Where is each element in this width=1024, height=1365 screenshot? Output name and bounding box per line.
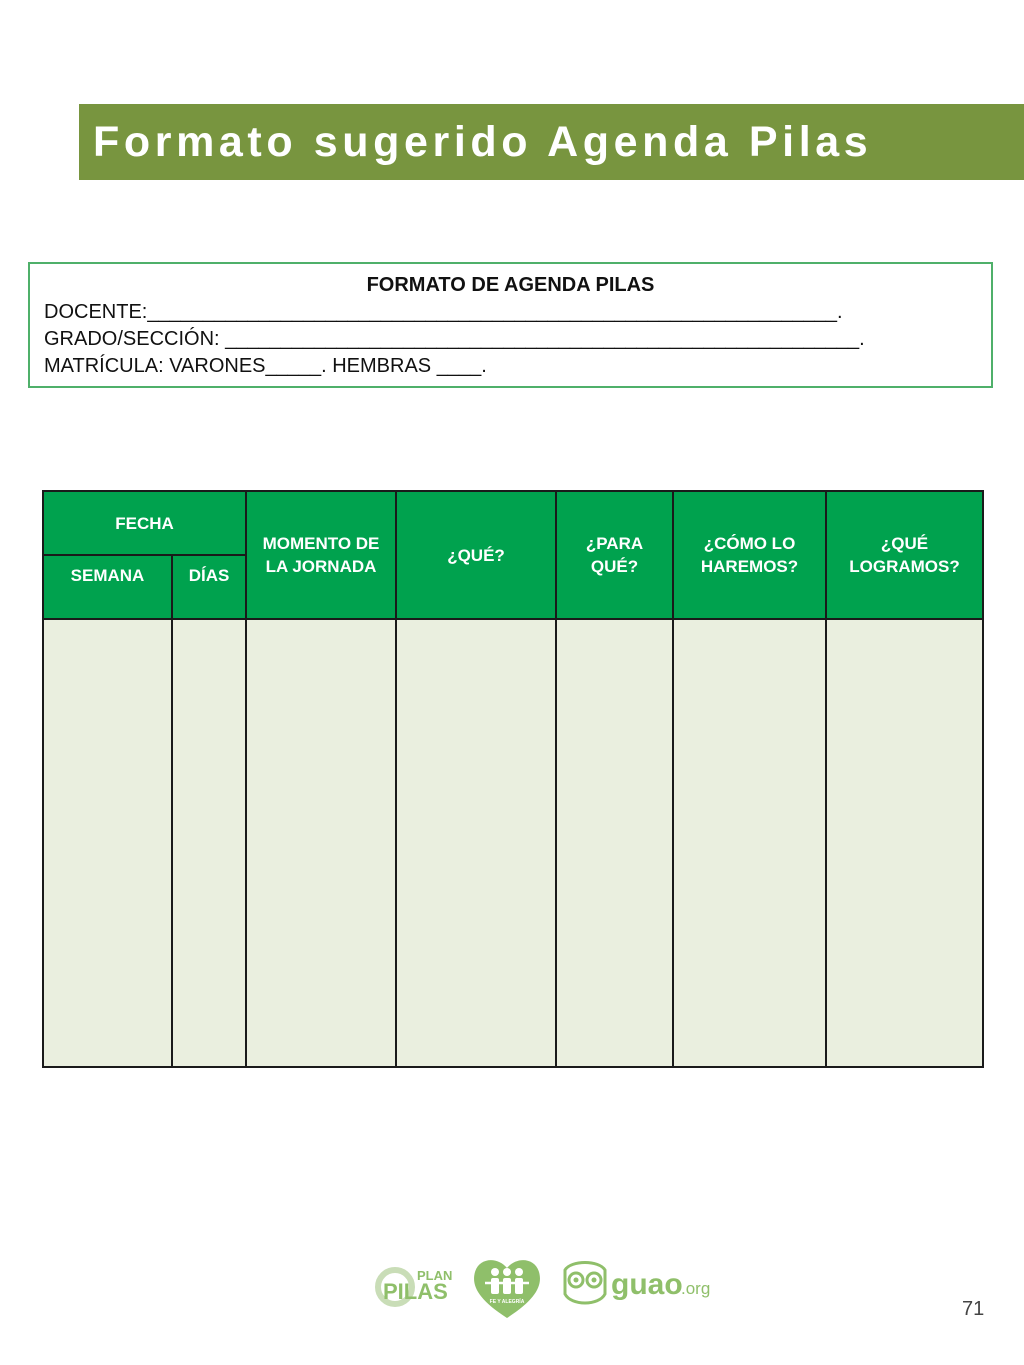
page-title: Formato sugerido Agenda Pilas [93, 117, 873, 166]
plan-pilas-logo [378, 1268, 452, 1304]
header-para-que: ¿PARA QUÉ? [556, 491, 673, 619]
plan-pilas-top: PLAN [417, 1268, 453, 1283]
header-como: ¿CÓMO LO HAREMOS? [673, 491, 826, 619]
guao-name: guao [611, 1268, 683, 1301]
header-momento: MOMENTO DE LA JORNADA [246, 491, 396, 619]
info-box-title: FORMATO DE AGENDA PILAS [366, 274, 655, 296]
guao-suffix: .org [681, 1279, 711, 1298]
cell-dias[interactable] [172, 619, 246, 1067]
cell-como[interactable] [673, 619, 826, 1067]
header-dias: DÍAS [172, 555, 246, 619]
header-semana: SEMANA [43, 555, 172, 619]
cell-que[interactable] [396, 619, 556, 1067]
header-que: ¿QUÉ? [396, 491, 556, 619]
plan-pilas-bottom: PILAS [383, 1279, 448, 1304]
cell-para-que[interactable] [556, 619, 673, 1067]
agenda-table [42, 490, 984, 1068]
header-logramos: ¿QUÉ LOGRAMOS? [826, 491, 983, 619]
title-bar [79, 104, 1024, 180]
footer-logos [375, 1252, 735, 1322]
cell-semana[interactable] [43, 619, 172, 1067]
docente-line: DOCENTE:______________________________________________________________. [44, 301, 843, 323]
header-fecha: FECHA [43, 491, 246, 555]
grado-line: GRADO/SECCIÓN: _________________________________________________________. [44, 328, 865, 350]
page-number: 71 [962, 1298, 985, 1320]
logos-svg [375, 1252, 735, 1322]
fe-y-alegria-logo [474, 1260, 540, 1318]
guao-logo [565, 1263, 710, 1304]
info-box [28, 262, 993, 388]
matricula-line: MATRÍCULA: VARONES_____. HEMBRAS ____. [44, 355, 487, 377]
cell-momento[interactable] [246, 619, 396, 1067]
cell-logramos[interactable] [826, 619, 983, 1067]
fe-y-alegria-text: FE Y ALEGRÍA [489, 1299, 525, 1305]
